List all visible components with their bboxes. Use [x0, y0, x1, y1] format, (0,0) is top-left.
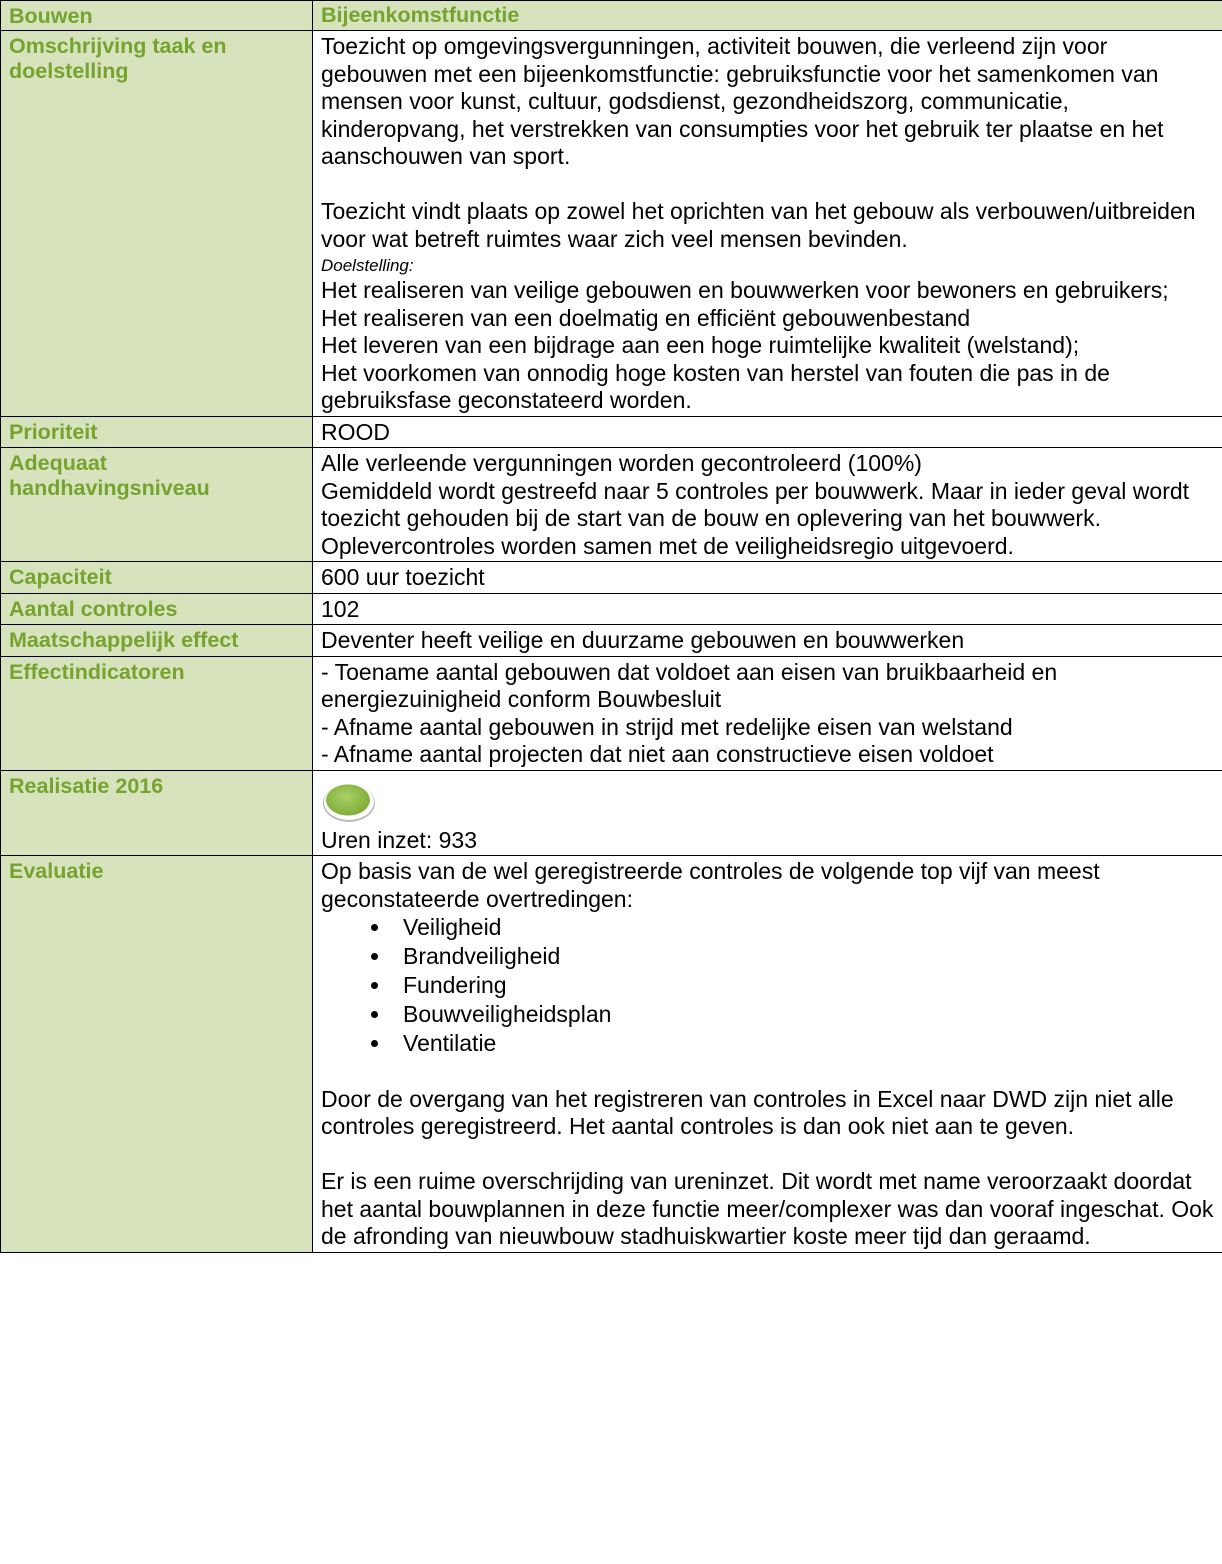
goal-item: Het voorkomen van onnodig hoge kosten van herstel van fouten die pas in de gebruiksfase geconstateerd worden.: [321, 359, 1110, 413]
evaluatie-intro: Op basis van de wel geregistreerde controles de volgende top vijf van meest geconstateerde overtredingen:: [321, 858, 1100, 912]
prioriteit-label: Prioriteit: [1, 416, 313, 448]
effectindicator-item: - Afname aantal gebouwen in strijd met redelijke eisen van welstand: [321, 713, 1013, 740]
uren-inzet: Uren inzet: 933: [321, 826, 477, 853]
evaluatie-value: [313, 856, 1222, 1253]
aantal-controles-label: Aantal controles: [1, 593, 313, 625]
row-omschrijving: [1, 31, 1222, 417]
top-vijf-list: [321, 913, 1214, 1058]
list-item: [403, 1029, 1214, 1058]
goal-item: Het realiseren van veilige gebouwen en bouwwerken voor bewoners en gebruikers;: [321, 277, 1169, 303]
omschrijving-paragraph-2: Toezicht vindt plaats op zowel het oprichten van het gebouw als verbouwen/uitbreiden voor wat betreft ruimtes waar zich veel mensen bevinden.: [321, 198, 1196, 252]
omschrijving-value: [313, 31, 1222, 417]
capaciteit-value: 600 uur toezicht: [313, 562, 1222, 594]
realisatie-value: [313, 770, 1222, 856]
header-label: Bouwen: [1, 1, 313, 31]
list-item-text: Ventilatie: [403, 1030, 497, 1056]
row-handhavingsniveau: [1, 448, 1222, 562]
bullet-icon: [371, 1011, 378, 1018]
bullet-icon: [371, 1040, 378, 1047]
goal-item: Het leveren van een bijdrage aan een hoge ruimtelijke kwaliteit (welstand);: [321, 332, 1080, 358]
handhavingsniveau-label: Adequaat handhavingsniveau: [1, 448, 313, 562]
effectindicator-item: - Afname aantal projecten dat niet aan constructieve eisen voldoet: [321, 741, 994, 767]
bullet-icon: [371, 953, 378, 960]
realisatie-label: Realisatie 2016: [1, 770, 313, 856]
evaluatie-paragraph-3: Er is een ruime overschrijding van ureninzet. Dit wordt met name veroorzaakt doordat het aantal bouwplannen in deze functie meer/complexer was dan vooraf ingeschat. Ook de afronding van nieuwbouw stadhuiskwartier koste meer tijd dan geraamd.: [321, 1168, 1214, 1249]
bullet-icon: [371, 982, 378, 989]
handhavingsniveau-value: [313, 448, 1222, 562]
list-item-text: Brandveiligheid: [403, 943, 561, 969]
evaluatie-paragraph-2: Door de overgang van het registreren van controles in Excel naar DWD zijn niet alle controles geregistreerd. Het aantal controles is dan ook niet aan te geven.: [321, 1085, 1174, 1139]
row-maatschappelijk-effect: [1, 625, 1222, 657]
effectindicator-item: - Toename aantal gebouwen dat voldoet aan eisen van bruikbaarheid en energiezuinigheid conform Bouwbesluit: [321, 658, 1058, 712]
row-effectindicatoren: [1, 656, 1222, 770]
row-capaciteit: [1, 562, 1222, 594]
goal-item: Het realiseren van een doelmatig en efficiënt gebouwenbestand: [321, 304, 971, 331]
handhavingsniveau-line-1: Alle verleende vergunningen worden gecontroleerd (100%): [321, 450, 922, 476]
bullet-icon: [371, 924, 378, 931]
list-item: [403, 942, 1214, 971]
list-item: [403, 913, 1214, 942]
effectindicatoren-value: [313, 656, 1222, 770]
list-item-text: Fundering: [403, 972, 507, 998]
omschrijving-label: Omschrijving taak en doelstelling: [1, 31, 313, 417]
effectindicatoren-label: Effectindicatoren: [1, 656, 313, 770]
row-evaluatie: [1, 856, 1222, 1253]
list-item: [403, 1000, 1214, 1029]
prioriteit-value: ROOD: [313, 416, 1222, 448]
evaluatie-label: Evaluatie: [1, 856, 313, 1253]
doelstelling-heading: Doelstelling:: [321, 256, 414, 275]
aantal-controles-value: 102: [313, 593, 1222, 625]
green-status-dot-icon: [321, 779, 377, 823]
row-aantal-controles: [1, 593, 1222, 625]
list-item: [403, 971, 1214, 1000]
omschrijving-paragraph-1: Toezicht op omgevingsvergunningen, activiteit bouwen, die verleend zijn voor gebouwen met een bijeenkomstfunctie: gebruiksfunctie voor het samenkomen van mensen voor kunst, cultuur, godsdienst, gezondheidszorg, communicatie, kinderopvang, het verstrekken van consumpties voor het gebruik ter plaatse en het aanschouwen van sport.: [321, 33, 1164, 169]
list-item-text: Bouwveiligheidsplan: [403, 1001, 612, 1027]
handhavingsniveau-line-2: Gemiddeld wordt gestreefd naar 5 controles per bouwwerk. Maar in ieder geval wordt toezicht gehouden bij de start van de bouw en oplevering van het bouwwerk. Oplevercontroles worden samen met de veiligheidsregio uitgevoerd.: [321, 477, 1190, 559]
maatschappelijk-effect-label: Maatschappelijk effect: [1, 625, 313, 657]
header-row: [1, 1, 1222, 31]
header-value: Bijeenkomstfunctie: [313, 1, 1222, 31]
capaciteit-label: Capaciteit: [1, 562, 313, 594]
list-item-text: Veiligheid: [403, 914, 502, 940]
row-prioriteit: [1, 416, 1222, 448]
row-realisatie: [1, 770, 1222, 856]
maatschappelijk-effect-value: Deventer heeft veilige en duurzame gebouwen en bouwwerken: [313, 625, 1222, 657]
